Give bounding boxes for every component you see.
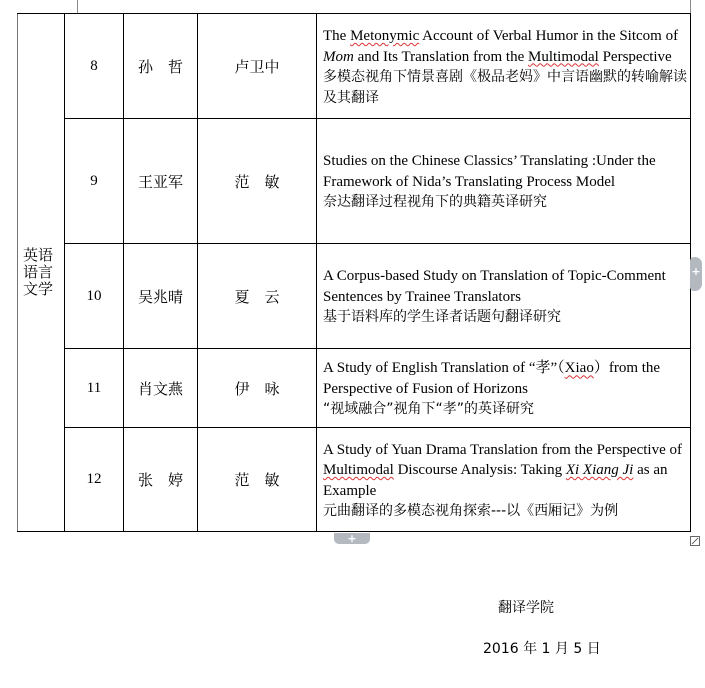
student-name[interactable]: 张 婷: [124, 428, 198, 532]
advisor-name[interactable]: 伊 咏: [198, 349, 317, 428]
thesis-table: [17, 13, 691, 532]
row-number[interactable]: 9: [65, 119, 124, 244]
thesis-title-zh: 元曲翻译的多模态视角探索---以《西厢记》为例: [323, 503, 619, 519]
thesis-title-en: A Corpus-based Study on Translation of Topic-Comment Sentences by Trainee Translators: [323, 268, 666, 305]
student-name[interactable]: 王亚军: [124, 119, 198, 244]
advisor-name[interactable]: 卢卫中: [198, 14, 317, 119]
student-name[interactable]: 肖文燕: [124, 349, 198, 428]
resize-icon: [690, 536, 700, 546]
thesis-title-cell[interactable]: [317, 14, 691, 119]
thesis-title-cell[interactable]: [317, 349, 691, 428]
thesis-title-cell[interactable]: [317, 244, 691, 349]
table-row: [18, 428, 691, 532]
row-number[interactable]: 10: [65, 244, 124, 349]
table-row: [18, 119, 691, 244]
student-name[interactable]: 孙 哲: [124, 14, 198, 119]
thesis-title-cell[interactable]: [317, 119, 691, 244]
table-row: [18, 14, 691, 119]
department-cell[interactable]: [18, 14, 65, 532]
thesis-title-cell[interactable]: [317, 428, 691, 532]
college-name: 翻译学院: [498, 600, 554, 616]
thesis-title-en: A Study of Yuan Drama Translation from the Perspective of Multimodal Discourse Analysis: Taking Xi Xiang Ji as an Example: [323, 441, 682, 499]
thesis-title-zh: “视域融合”视角下“孝”的英译研究: [323, 401, 535, 418]
document-date: 2016 年 1 月 5 日: [483, 641, 601, 657]
thesis-title-zh: 奈达翻译过程视角下的典籍英译研究: [323, 194, 547, 211]
table-row: [18, 349, 691, 428]
thesis-title-en: The Metonymic Account of Verbal Humor in the Sitcom of Mom and Its Translation from the Multimodal Perspective: [323, 28, 679, 65]
table-row: [18, 244, 691, 349]
table-border-stub: [77, 0, 78, 14]
row-number[interactable]: 11: [65, 349, 124, 428]
add-column-button[interactable]: +: [690, 257, 702, 291]
thesis-title-en: A Study of English Translation of “孝”（Xiao）from the Perspective of Fusion of Horizons: [323, 360, 661, 397]
row-number[interactable]: 12: [65, 428, 124, 532]
advisor-name[interactable]: 范 敏: [198, 428, 317, 532]
table-resize-handle[interactable]: [690, 533, 700, 543]
advisor-name[interactable]: 夏 云: [198, 244, 317, 349]
add-row-button[interactable]: +: [334, 533, 370, 544]
row-number[interactable]: 8: [65, 14, 124, 119]
advisor-name[interactable]: 范 敏: [198, 119, 317, 244]
table-border-stub: [690, 0, 691, 14]
thesis-title-zh: 多模态视角下情景喜剧《极品老妈》中言语幽默的转喻解读及其翻译: [323, 69, 687, 106]
thesis-title-en: Studies on the Chinese Classics’ Translating :Under the Framework of Nida’s Translating Process Model: [323, 153, 656, 190]
student-name[interactable]: 吴兆晴: [124, 244, 198, 349]
department-label: 英语语言文学: [23, 246, 54, 298]
thesis-title-zh: 基于语料库的学生译者话题句翻译研究: [323, 309, 561, 326]
